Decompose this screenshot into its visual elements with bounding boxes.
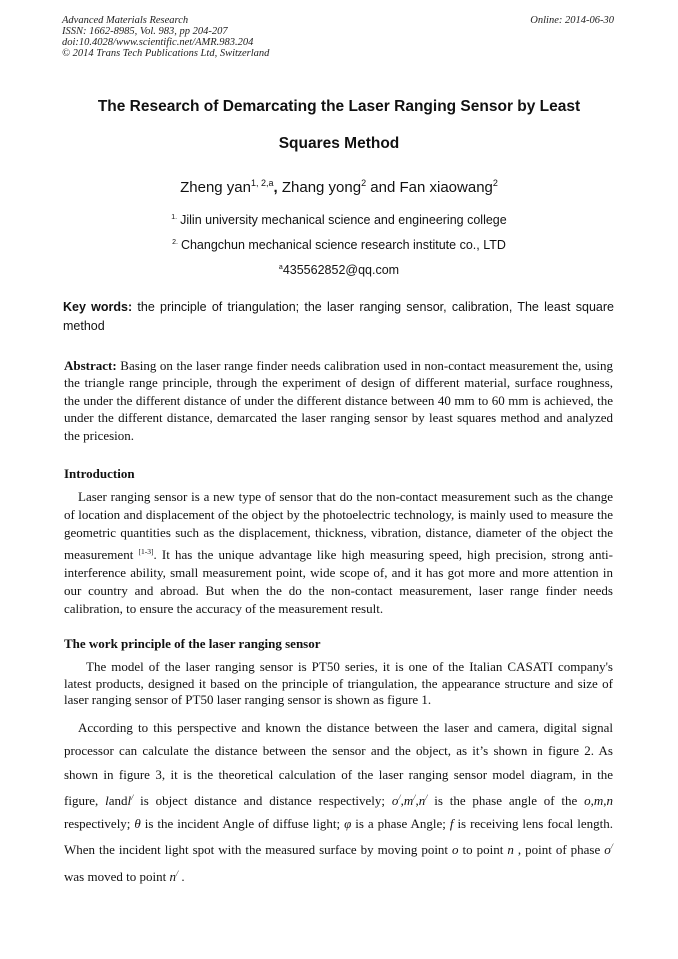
symbol-n: n — [606, 792, 614, 808]
author-name: Fan xiaowang — [399, 179, 493, 196]
body-text: According to this perspective and known the distance between the laser and camera, digital signal processor can calculate the distance between the sensor and the object, as it’s shown in figure 2. As shown in figure 3, it is the theoretical calculation of the laser ranging sensor model diagram, in the figure, — [64, 720, 613, 808]
email-text: 435562852@qq.com — [282, 263, 400, 277]
body-text: is a phase Angle; — [351, 816, 450, 832]
affiliation-1 — [60, 213, 618, 227]
comma: , — [415, 792, 419, 808]
affiliation-mark: 2. — [172, 239, 178, 246]
prime-mark: / — [610, 842, 613, 852]
journal-doi: doi:10.4028/www.scientific.net/AMR.983.204 — [62, 37, 254, 48]
author-affiliation-mark: 2 — [492, 178, 498, 188]
symbol-m-prime — [403, 792, 419, 808]
symbol-m: m — [593, 792, 604, 808]
prime-mark: / — [413, 792, 416, 802]
intro-text: . It has the unique advantage like high measuring speed, high precision, strong anti-interference ability, small measurement point, wide scope of, and it has got more and more attention in our country and abroad. But when the do the non-contact measurement, laser range finder needs calibration, to ensure the accuracy of the measurement result. — [64, 546, 613, 617]
prime-mark: / — [131, 792, 134, 802]
symbol-phi: φ — [344, 816, 352, 832]
symbol-letter: m — [403, 792, 414, 808]
paper-title-line-1: The Research of Demarcating the Laser Ranging Sensor by Least — [97, 98, 581, 115]
symbol-o-prime — [604, 842, 613, 857]
symbol-f: f — [449, 816, 454, 832]
symbol-letter: n — [169, 868, 176, 884]
body-text: to point — [458, 842, 508, 858]
body-text: and — [108, 792, 128, 808]
author-affiliation-mark: 1, 2,a — [250, 178, 274, 188]
body-text: is receiving lens focal length. When the incident light spot with the measured surface by moving point — [64, 816, 614, 858]
author-list — [60, 178, 618, 196]
prime-mark: / — [398, 792, 401, 802]
symbol-n: n — [507, 842, 514, 858]
symbol-letter: l — [127, 792, 132, 808]
journal-issn: ISSN: 1662-8985, Vol. 983, pp 204-207 — [62, 26, 228, 37]
comma: , — [603, 792, 607, 808]
symbol-o: o — [584, 792, 591, 808]
abstract-text: Basing on the laser range finder needs calibration used in non-contact measurement the, using the triangle range principle, through the experiment of design of different material, surface roughness, the under the different distance of under the different distance between 40 mm to 60 mm is achieved, the under the different distance, demarcated the laser ranging sensor by least squares method and analyzed the pricesion. — [64, 358, 613, 443]
affiliation-text: Changchun mechanical science research institute co., LTD — [180, 238, 506, 252]
abstract-label: Abstract: — [64, 358, 117, 373]
author-name: Zheng yan — [180, 179, 251, 196]
author-email — [60, 263, 618, 277]
keywords-label: Key words: — [63, 300, 133, 314]
comma: , — [590, 792, 594, 808]
email-mark: a — [278, 264, 283, 271]
affiliation-mark: 1. — [171, 214, 178, 221]
symbol-theta: θ — [134, 816, 141, 832]
prime-mark: / — [425, 792, 428, 802]
journal-copyright: © 2014 Trans Tech Publications Ltd, Switzerland — [62, 48, 270, 59]
author-affiliation-mark: 2 — [361, 178, 367, 188]
affiliation-2 — [60, 238, 618, 252]
author-separator: , — [273, 179, 282, 196]
introduction-paragraph — [64, 488, 613, 618]
body-text: is object distance and distance respectively; — [133, 792, 392, 808]
abstract — [64, 357, 613, 444]
keywords — [63, 298, 614, 336]
symbol-l: l — [105, 792, 109, 808]
body-text: , point of phase — [513, 842, 605, 858]
citation: [1-3] — [138, 546, 154, 556]
symbol-letter: n — [418, 792, 426, 808]
body-text: is the phase angle of the — [427, 792, 585, 808]
affiliation-text: Jilin university mechanical science and engineering college — [180, 213, 507, 227]
paper-title-line-2: Squares Method — [278, 135, 400, 152]
journal-info — [62, 15, 269, 59]
introduction-heading: Introduction — [64, 466, 135, 481]
work-principle-paragraph-2 — [64, 716, 613, 888]
comma: , — [400, 792, 404, 808]
symbol-o: o — [452, 842, 459, 858]
body-text: is the incident Angle of diffuse light; — [140, 816, 345, 832]
symbol-letter: o — [391, 792, 399, 808]
symbol-n-prime — [169, 869, 178, 884]
journal-name: Advanced Materials Research — [62, 15, 189, 26]
work-principle-heading: The work principle of the laser ranging sensor — [64, 636, 321, 651]
prime-mark: / — [175, 868, 179, 878]
body-text: . — [178, 868, 185, 884]
keywords-text: the principle of triangulation; the laser ranging sensor, calibration, The least square method — [63, 300, 614, 333]
body-text: respectively; — [64, 816, 135, 832]
online-date: Online: 2014-06-30 — [530, 15, 614, 26]
symbol-letter: o — [604, 842, 611, 858]
author-separator: and — [366, 179, 400, 196]
body-text: was moved to point — [64, 868, 170, 884]
intro-text: Laser ranging sensor is a new type of sensor that do the non-contact measurement such as the change of location and displacement of the object by the photoelectric technology, is mainly used to measure the geometric quantities such as the displacement, thickness, vibration, distance, diameter of the object the measurement — [64, 489, 613, 562]
symbol-o-prime — [392, 793, 401, 808]
work-principle-paragraph-1: The model of the laser ranging sensor is PT50 series, it is one of the Italian CASATI company's latest products, designed it based on the principle of triangulation, the appearance structure and size of laser ranging sensor of PT50 laser ranging sensor is shown as figure 1. — [64, 659, 613, 707]
author-name: Zhang yong — [281, 179, 362, 196]
